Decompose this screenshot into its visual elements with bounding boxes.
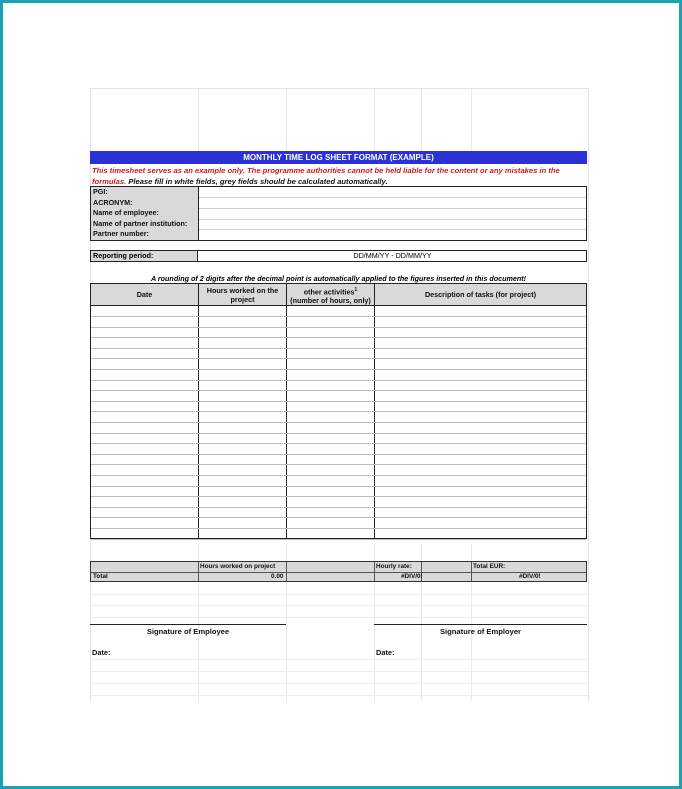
table-row[interactable]	[91, 475, 586, 476]
employee-signature-label: Signature of Employee	[146, 627, 230, 636]
total-eur-label: Total EUR:	[473, 563, 506, 570]
label-employee-name: Name of employee:	[93, 208, 159, 218]
employee-signature-line[interactable]	[90, 624, 286, 625]
reporting-period-input[interactable]: DD/MM/YY - DD/MM/YY	[353, 251, 432, 260]
totals-block	[90, 561, 587, 582]
employee-info-box	[90, 186, 587, 241]
total-hours-value: 0.00	[271, 573, 284, 580]
table-row[interactable]	[91, 348, 586, 349]
page-title: MONTHLY TIME LOG SHEET FORMAT (EXAMPLE)	[90, 151, 587, 164]
info-labels	[91, 187, 199, 240]
total-label: Total	[93, 573, 108, 580]
label-partner-number: Partner number:	[93, 229, 149, 239]
table-row[interactable]	[91, 539, 586, 540]
table-row[interactable]	[91, 401, 586, 402]
header-other-activities: other activities$^1$ (number of hours, only)	[290, 287, 371, 306]
table-row[interactable]	[91, 507, 586, 508]
table-header	[91, 284, 586, 306]
reporting-period-label: Reporting period:	[91, 251, 198, 261]
table-row[interactable]	[91, 411, 586, 412]
header-description: Description of tasks (for project)	[424, 290, 537, 299]
employer-signature-label: Signature of Employer	[439, 627, 521, 636]
total-eur-value: #DIV/0!	[519, 573, 541, 580]
reporting-period-row	[90, 250, 587, 262]
disclaimer-instruction: Please fill in white fields, grey fields should be calculated automatically.	[128, 177, 388, 186]
label-partner-institution: Name of partner institution:	[93, 218, 188, 228]
field-acronym[interactable]	[199, 208, 586, 209]
table-row[interactable]	[91, 443, 586, 444]
table-row[interactable]	[91, 316, 586, 317]
table-row[interactable]	[91, 369, 586, 370]
table-row[interactable]	[91, 380, 586, 381]
table-row[interactable]	[91, 464, 586, 465]
rounding-note: A rounding of 2 digits after the decimal point is automatically applied to the figures inserted in this document!	[150, 274, 527, 283]
table-row[interactable]	[91, 433, 586, 434]
employer-date-label: Date:	[376, 648, 395, 657]
hourly-rate-value: #DIV/0!	[401, 573, 423, 580]
table-row[interactable]	[91, 528, 586, 529]
field-pgi[interactable]	[199, 197, 586, 198]
header-hours: Hours worked on the project	[206, 286, 279, 304]
table-row[interactable]	[91, 390, 586, 391]
table-row[interactable]	[91, 517, 586, 518]
hourly-rate-label: Hourly rate:	[376, 563, 412, 570]
employee-date-label: Date:	[92, 648, 111, 657]
employer-signature-line[interactable]	[374, 624, 587, 625]
table-row[interactable]	[91, 337, 586, 338]
table-row[interactable]	[91, 327, 586, 328]
label-acronym: ACRONYM:	[93, 197, 133, 207]
hours-worked-label: Hours worked on project	[200, 563, 276, 570]
disclaimer-warning: This timesheet serves as an example only. The programme authorities cannot be held liable for the content or any mistakes in the formulas.	[92, 166, 560, 186]
table-row[interactable]	[91, 496, 586, 497]
table-row[interactable]	[91, 486, 586, 487]
table-row[interactable]	[91, 454, 586, 455]
field-partner-institution[interactable]	[199, 229, 586, 230]
table-row[interactable]	[91, 358, 586, 359]
label-pgi: PGI:	[93, 187, 108, 196]
field-employee-name[interactable]	[199, 219, 586, 220]
table-row[interactable]	[91, 422, 586, 423]
header-date: Date	[136, 290, 153, 299]
disclaimer-text	[92, 165, 586, 187]
time-log-table	[90, 283, 587, 539]
